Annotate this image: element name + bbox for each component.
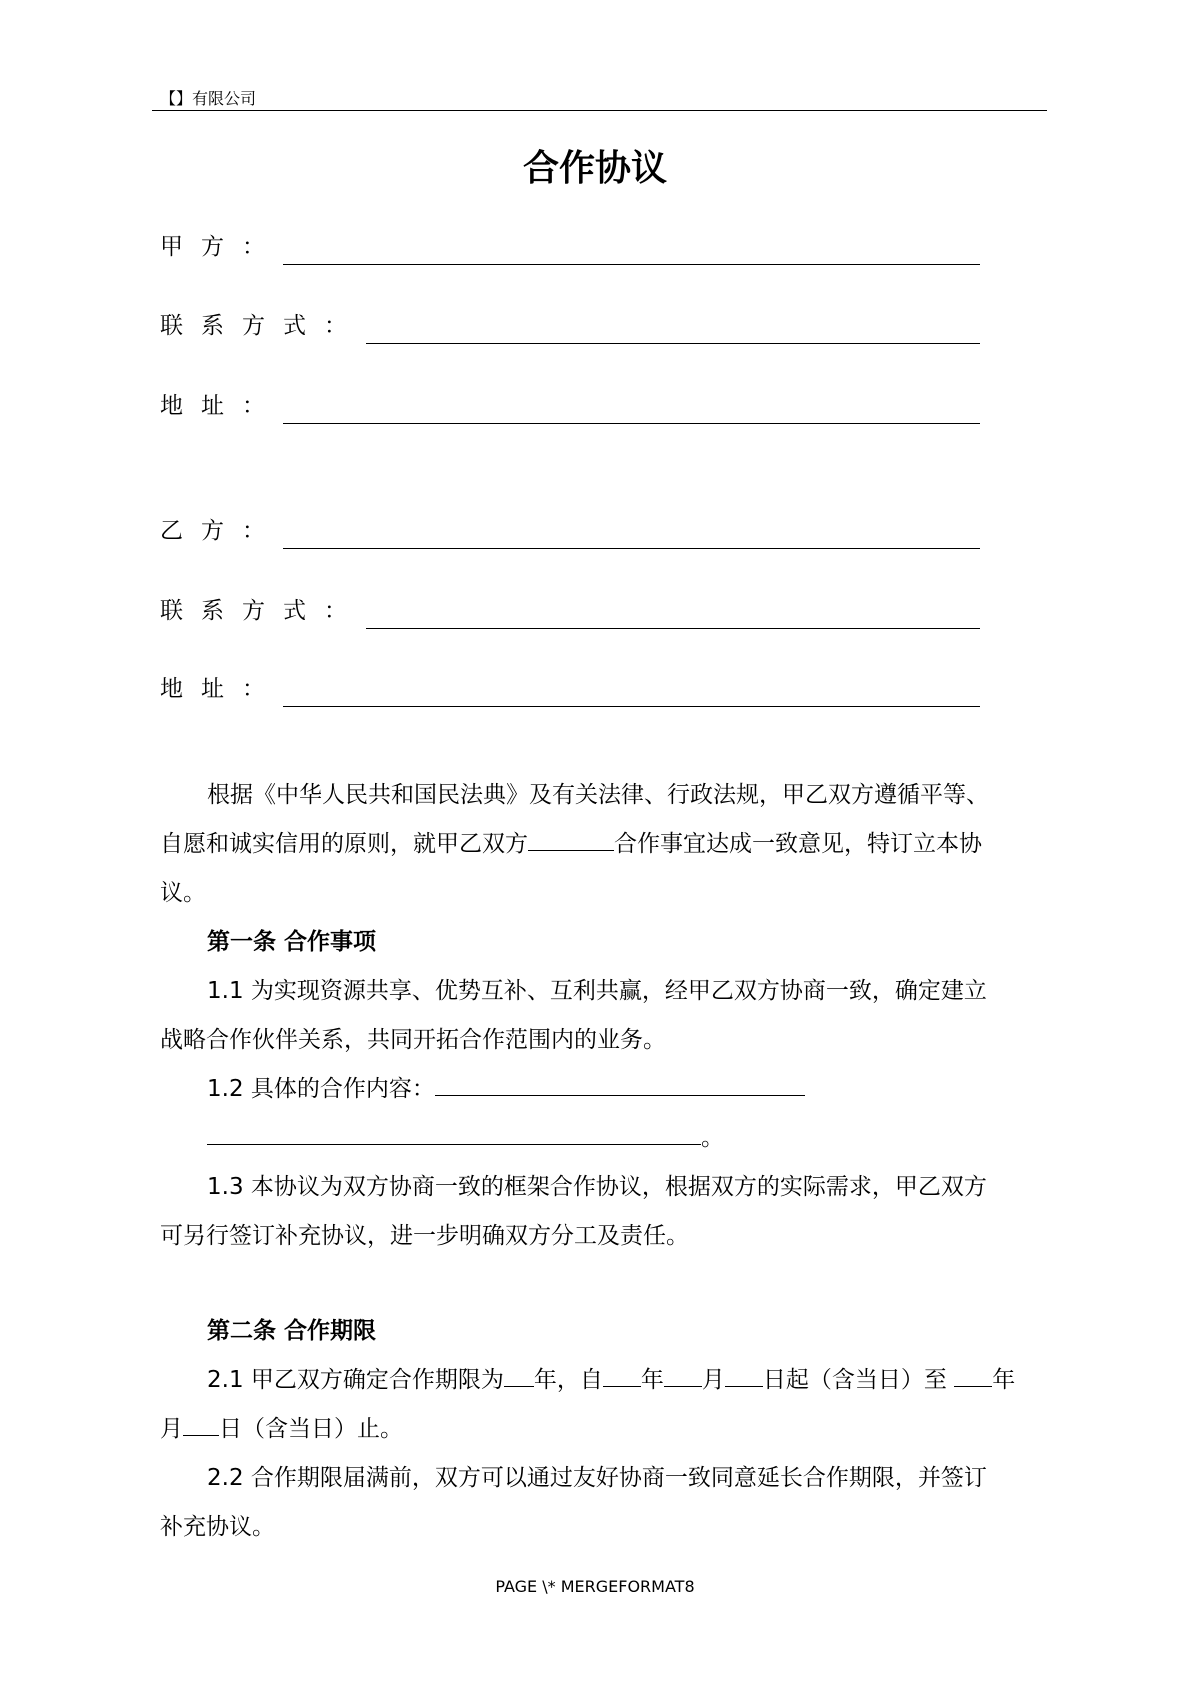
party-a-name-row [160, 225, 980, 265]
party-b-name-row [160, 509, 980, 549]
party-a-address-row [160, 384, 980, 424]
clause-2-1-text-c: 年 [640, 1367, 664, 1393]
preamble-line-2-start: 自愿和诚实信用的原则，就甲乙双方 [160, 831, 528, 857]
party-a-contact-row [160, 304, 980, 344]
preamble-line-1: 根据《中华人民共和国民法典》及有关法律、行政法规，甲乙双方遵循平等、 [207, 782, 989, 808]
clause-1-1-line-1: 1.1 为实现资源共享、优势互补、互利共赢，经甲乙双方协商一致，确定建立 [207, 978, 987, 1004]
preamble-line-2 [160, 820, 982, 869]
party-b-contact-label: 联系方式： [160, 598, 365, 624]
party-a-contact-label: 联系方式： [160, 313, 365, 339]
cooperation-content-blank-2[interactable] [207, 1143, 701, 1145]
start-month-blank[interactable] [664, 1385, 702, 1387]
start-year-blank[interactable] [603, 1385, 641, 1387]
clause-2-1-text-end: 日（含当日）止。 [219, 1416, 403, 1442]
party-b-name-field[interactable] [283, 547, 980, 549]
clause-2-1-text-d: 月 [701, 1367, 725, 1393]
party-a-contact-field[interactable] [366, 342, 980, 344]
clause-2-1-text-b: 年，自 [533, 1367, 603, 1393]
article-1-heading: 第一条 合作事项 [207, 929, 377, 955]
page-header [152, 84, 1047, 111]
clause-1-2-period: 。 [701, 1125, 724, 1151]
clause-2-1-text-e: 日起（含当日）至 [762, 1367, 955, 1393]
clause-2-1-text-f: 年 [992, 1367, 1016, 1393]
preamble-line-3: 议。 [160, 880, 206, 906]
party-b-address-label: 地址： [160, 676, 283, 702]
document-title: 合作协议 [522, 148, 667, 189]
end-month-day-blank[interactable] [183, 1434, 219, 1436]
party-b-contact-row [160, 589, 980, 629]
end-year-blank[interactable] [954, 1385, 992, 1387]
clause-1-3-line-2: 可另行签订补充协议，进一步明确双方分工及责任。 [160, 1223, 689, 1249]
clause-2-1-line-1 [160, 1356, 1015, 1405]
clause-1-1-line-2: 战略合作伙伴关系，共同开拓合作范围内的业务。 [160, 1027, 666, 1053]
start-day-blank[interactable] [725, 1385, 763, 1387]
cooperation-content-blank-1[interactable] [435, 1094, 805, 1096]
party-b-contact-field[interactable] [366, 627, 980, 629]
clause-1-2-line-2 [160, 1114, 724, 1163]
clause-2-1-text-a: 2.1 甲乙双方确定合作期限为 [207, 1367, 504, 1393]
page-footer-field: PAGE \* MERGEFORMAT8 [495, 1577, 695, 1596]
preamble-line-2-end: 合作事宜达成一致意见，特订立本协 [614, 831, 982, 857]
company-name: 【】有限公司 [160, 89, 257, 108]
party-b-address-row [160, 667, 980, 707]
party-a-address-field[interactable] [283, 422, 980, 424]
party-a-name-label: 甲方： [160, 234, 283, 260]
clause-1-2-label: 1.2 具体的合作内容： [207, 1076, 435, 1102]
party-a-name-field[interactable] [283, 263, 980, 265]
clause-1-3-line-1: 1.3 本协议为双方协商一致的框架合作协议，根据双方的实际需求，甲乙双方 [207, 1174, 987, 1200]
clause-2-1-month-label: 月 [160, 1416, 183, 1442]
clause-1-2-line-1 [160, 1065, 805, 1114]
cooperation-subject-blank[interactable] [528, 849, 614, 851]
clause-2-2-line-2: 补充协议。 [160, 1514, 275, 1540]
clause-2-2-line-1: 2.2 合作期限届满前，双方可以通过友好协商一致同意延长合作期限，并签订 [207, 1465, 987, 1491]
party-b-name-label: 乙方： [160, 518, 283, 544]
party-a-address-label: 地址： [160, 393, 283, 419]
term-years-blank[interactable] [504, 1385, 534, 1387]
clause-2-1-line-2 [160, 1405, 403, 1454]
party-b-address-field[interactable] [283, 705, 980, 707]
article-2-heading: 第二条 合作期限 [207, 1318, 377, 1344]
